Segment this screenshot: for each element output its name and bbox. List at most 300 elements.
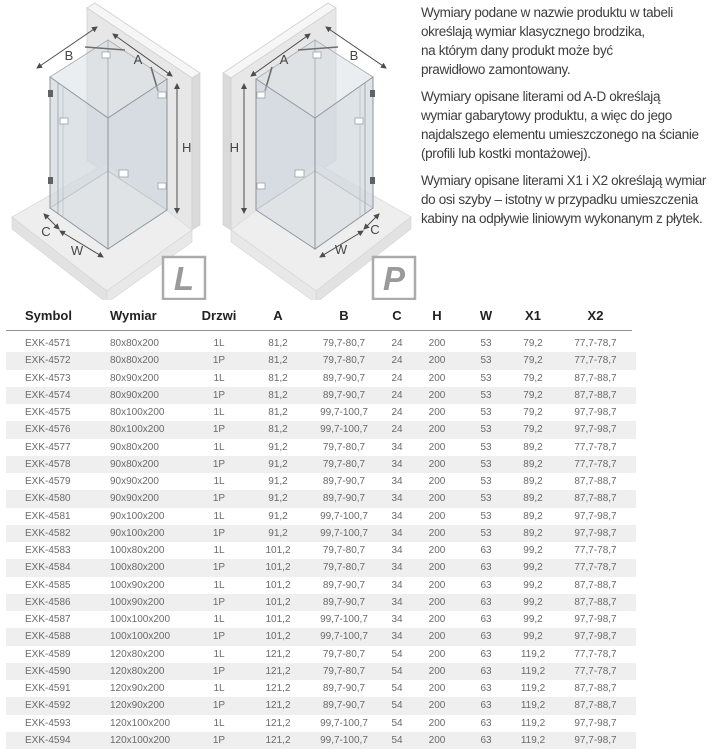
- text-line: Wymiary opisane literami X1 i X2 określają wymiar: [421, 173, 707, 188]
- dim-label-h: H: [229, 140, 239, 155]
- table-cell: 80x90x200: [110, 389, 159, 401]
- table-cell: 101,2: [265, 614, 291, 626]
- shower-enclosure-diagram-left: [5, 0, 210, 300]
- table-cell: EXK-4579: [25, 476, 71, 488]
- table-cell: 53: [480, 441, 492, 453]
- column-header: Symbol: [25, 307, 72, 323]
- table-cell: 54: [391, 665, 403, 677]
- table-cell: 34: [391, 441, 403, 453]
- table-cell: 100x90x200: [110, 579, 165, 591]
- table-cell: 119,2: [520, 683, 546, 695]
- table-cell: 1L: [213, 717, 225, 729]
- table-cell: 200: [428, 338, 446, 350]
- table-cell: EXK-4585: [25, 579, 71, 591]
- handle-icon: [257, 183, 265, 189]
- table-cell: EXK-4584: [25, 562, 71, 574]
- table-cell: EXK-4571: [25, 338, 71, 350]
- table-cell: 120x100x200: [110, 717, 171, 729]
- table-cell: EXK-4577: [25, 441, 71, 453]
- dim-label-b: B: [64, 48, 74, 63]
- table-cell: 91,2: [268, 476, 288, 488]
- table-cell: 97,7-98,7: [574, 527, 617, 539]
- table-cell: 79,7-80,7: [322, 355, 366, 367]
- table-cell: 200: [428, 389, 446, 401]
- table-cell: 1P: [212, 562, 226, 574]
- table-cell: 1L: [213, 614, 225, 626]
- text-line: na którym dany produkt może być: [421, 43, 613, 58]
- table-cell: 34: [391, 545, 403, 557]
- table-row: [6, 387, 636, 404]
- handle-icon: [102, 52, 110, 58]
- table-cell: 99,2: [523, 562, 543, 574]
- table-cell: 53: [480, 338, 492, 350]
- table-cell: 54: [391, 683, 403, 695]
- table-cell: 1P: [212, 355, 226, 367]
- table-cell: 97,7-98,7: [574, 424, 617, 436]
- table-row: [6, 525, 636, 542]
- table-cell: 79,7-80,7: [322, 648, 366, 660]
- table-cell: 24: [391, 355, 403, 367]
- table-cell: 100x90x200: [110, 596, 165, 608]
- glass-enclosure: [48, 40, 167, 249]
- table-cell: 89,7-90,7: [322, 372, 366, 384]
- info-paragraph-3: [421, 171, 706, 228]
- table-cell: 63: [480, 734, 492, 746]
- table-cell: EXK-4574: [25, 389, 71, 401]
- table-cell: 90x90x200: [110, 476, 159, 488]
- table-cell: 79,7-80,7: [322, 545, 366, 557]
- table-cell: 1L: [213, 372, 225, 384]
- table-cell: 87,7-88,7: [574, 389, 617, 401]
- hinge-icon: [370, 90, 375, 97]
- table-cell: 121,2: [265, 700, 291, 712]
- table-cell: 81,2: [268, 355, 288, 367]
- table-cell: 100x80x200: [110, 545, 165, 557]
- dim-label-h: H: [182, 140, 192, 155]
- table-cell: 200: [428, 372, 446, 384]
- table-cell: EXK-4575: [25, 407, 71, 419]
- table-cell: 89,2: [523, 493, 543, 505]
- column-header: B: [339, 307, 349, 323]
- table-cell: 54: [391, 648, 403, 660]
- table-cell: 121,2: [265, 683, 291, 695]
- table-cell: 200: [428, 734, 446, 746]
- table-row: [6, 680, 636, 697]
- table-cell: 77,7-78,7: [574, 648, 617, 660]
- table-cell: 89,2: [523, 441, 543, 453]
- table-cell: 99,7-100,7: [320, 510, 368, 522]
- table-cell: 79,7-80,7: [322, 441, 366, 453]
- table-cell: 200: [428, 579, 446, 591]
- table-row: [6, 732, 636, 749]
- table-cell: 79,7-80,7: [322, 458, 366, 470]
- table-cell: 1P: [212, 389, 226, 401]
- table-cell: 79,2: [523, 338, 543, 350]
- table-cell: 53: [480, 389, 492, 401]
- table-cell: 97,7-98,7: [574, 631, 617, 643]
- table-row: [6, 594, 636, 611]
- table-row: [6, 456, 636, 473]
- spec-table: [0, 300, 724, 749]
- column-header: X2: [587, 307, 604, 323]
- column-header: W: [479, 307, 493, 323]
- table-cell: 80x100x200: [110, 407, 165, 419]
- variant-badge-left: [163, 257, 205, 299]
- table-cell: 54: [391, 700, 403, 712]
- table-cell: 53: [480, 510, 492, 522]
- table-cell: 121,2: [265, 734, 291, 746]
- table-cell: 1L: [213, 338, 225, 350]
- table-cell: 99,2: [523, 545, 543, 557]
- table-cell: 90x80x200: [110, 441, 159, 453]
- table-cell: 80x90x200: [110, 372, 159, 384]
- table-cell: 200: [428, 717, 446, 729]
- table-cell: 200: [428, 648, 446, 660]
- column-header: Drzwi: [201, 307, 237, 323]
- hinge-icon: [48, 177, 53, 184]
- table-cell: 1L: [213, 648, 225, 660]
- table-cell: 119,2: [520, 734, 546, 746]
- table-cell: 53: [480, 372, 492, 384]
- table-cell: 99,2: [523, 614, 543, 626]
- table-cell: EXK-4576: [25, 424, 71, 436]
- table-row: [6, 421, 636, 438]
- table-cell: 77,7-78,7: [574, 338, 617, 350]
- table-cell: 90x100x200: [110, 510, 165, 522]
- table-cell: 63: [480, 596, 492, 608]
- dim-label-a: A: [133, 52, 143, 67]
- info-text-block: [421, 3, 706, 236]
- table-cell: 200: [428, 424, 446, 436]
- table-cell: 97,7-98,7: [574, 614, 617, 626]
- table-cell: EXK-4589: [25, 648, 71, 660]
- table-row: [6, 352, 636, 369]
- text-line: prawidłowo zamontowany.: [421, 62, 571, 77]
- table-cell: 63: [480, 579, 492, 591]
- table-cell: 24: [391, 389, 403, 401]
- table-cell: 87,7-88,7: [574, 596, 617, 608]
- table-cell: 99,2: [523, 631, 543, 643]
- table-cell: 89,2: [523, 527, 543, 539]
- table-cell: 97,7-98,7: [574, 407, 617, 419]
- table-cell: 91,2: [268, 527, 288, 539]
- text-line: (profili lub kostki montażowej).: [421, 146, 591, 161]
- table-cell: 119,2: [520, 665, 546, 677]
- table-cell: 101,2: [265, 579, 291, 591]
- table-cell: 1P: [212, 493, 226, 505]
- table-row: [6, 490, 636, 507]
- column-header: Wymiar: [110, 307, 157, 323]
- table-cell: 81,2: [268, 372, 288, 384]
- table-cell: 81,2: [268, 407, 288, 419]
- table-cell: 24: [391, 424, 403, 436]
- dim-label-b: B: [349, 48, 359, 63]
- table-cell: 53: [480, 458, 492, 470]
- text-line: określają wymiar klasycznego brodzika,: [421, 24, 645, 39]
- table-cell: EXK-4592: [25, 700, 71, 712]
- table-cell: 200: [428, 596, 446, 608]
- table-cell: EXK-4593: [25, 717, 71, 729]
- table-cell: 99,7-100,7: [320, 407, 368, 419]
- table-cell: 120x80x200: [110, 665, 165, 677]
- table-row: [6, 715, 636, 732]
- table-cell: 77,7-78,7: [574, 355, 617, 367]
- text-line: Wymiary opisane literami od A-D określają: [421, 89, 661, 104]
- table-cell: 34: [391, 631, 403, 643]
- table-cell: 120x80x200: [110, 648, 165, 660]
- table-cell: 79,7-80,7: [322, 338, 366, 350]
- table-cell: 1P: [212, 458, 226, 470]
- table-cell: 99,2: [523, 596, 543, 608]
- table-cell: 79,2: [523, 424, 543, 436]
- table-cell: 77,7-78,7: [574, 441, 617, 453]
- table-cell: 80x80x200: [110, 338, 159, 350]
- table-cell: 1P: [212, 596, 226, 608]
- table-cell: 63: [480, 683, 492, 695]
- table-row: [6, 611, 636, 628]
- table-row: [6, 508, 636, 525]
- handle-icon: [158, 92, 166, 98]
- table-cell: 99,7-100,7: [320, 527, 368, 539]
- table-cell: 97,7-98,7: [574, 734, 617, 746]
- table-cell: 54: [391, 717, 403, 729]
- table-cell: 63: [480, 717, 492, 729]
- dim-label-a: A: [279, 52, 289, 67]
- table-cell: 101,2: [265, 596, 291, 608]
- table-cell: 53: [480, 355, 492, 367]
- table-cell: 34: [391, 614, 403, 626]
- table-cell: 1L: [213, 441, 225, 453]
- table-cell: 1L: [213, 683, 225, 695]
- table-cell: 77,7-78,7: [574, 545, 617, 557]
- table-cell: 1P: [212, 665, 226, 677]
- table-cell: 89,7-90,7: [322, 596, 366, 608]
- table-cell: 87,7-88,7: [574, 493, 617, 505]
- table-cell: 24: [391, 338, 403, 350]
- column-header: H: [432, 307, 442, 323]
- table-row: [6, 628, 636, 645]
- table-cell: 89,7-90,7: [322, 476, 366, 488]
- table-cell: 54: [391, 734, 403, 746]
- table-cell: 1L: [213, 545, 225, 557]
- table-cell: 89,7-90,7: [322, 389, 366, 401]
- table-cell: 63: [480, 562, 492, 574]
- table-cell: 53: [480, 424, 492, 436]
- table-cell: 77,7-78,7: [574, 665, 617, 677]
- table-cell: 63: [480, 700, 492, 712]
- table-cell: 91,2: [268, 458, 288, 470]
- table-cell: 87,7-88,7: [574, 700, 617, 712]
- table-header-row: [6, 300, 636, 330]
- table-cell: 53: [480, 493, 492, 505]
- table-row: [6, 663, 636, 680]
- table-cell: 87,7-88,7: [574, 372, 617, 384]
- table-cell: 80x80x200: [110, 355, 159, 367]
- table-cell: 1P: [212, 700, 226, 712]
- table-cell: EXK-4582: [25, 527, 71, 539]
- table-cell: EXK-4588: [25, 631, 71, 643]
- table-cell: 99,2: [523, 579, 543, 591]
- table-cell: EXK-4583: [25, 545, 71, 557]
- table-cell: 200: [428, 476, 446, 488]
- handle-icon: [257, 92, 265, 98]
- variant-letter: P: [382, 260, 406, 297]
- table-cell: 63: [480, 545, 492, 557]
- table-row: [6, 404, 636, 421]
- table-cell: EXK-4590: [25, 665, 71, 677]
- table-cell: 120x90x200: [110, 700, 165, 712]
- text-line: wymiar gabarytowy produktu, a więc do jego: [421, 108, 672, 123]
- table-cell: 200: [428, 441, 446, 453]
- table-cell: 200: [428, 665, 446, 677]
- table-cell: 34: [391, 493, 403, 505]
- table-cell: 79,2: [523, 355, 543, 367]
- table-cell: 1P: [212, 424, 226, 436]
- hinge-icon: [370, 177, 375, 184]
- table-cell: 63: [480, 614, 492, 626]
- info-paragraph-2: [421, 87, 706, 163]
- table-cell: 120x100x200: [110, 734, 171, 746]
- table-cell: 63: [480, 631, 492, 643]
- table-cell: 79,2: [523, 389, 543, 401]
- table-cell: 80x100x200: [110, 424, 165, 436]
- table-cell: 119,2: [520, 700, 546, 712]
- table-header-divider: [6, 330, 632, 331]
- table-cell: 99,7-100,7: [320, 717, 368, 729]
- table-cell: 121,2: [265, 717, 291, 729]
- table-cell: 1L: [213, 476, 225, 488]
- table-cell: 1P: [212, 631, 226, 643]
- table-cell: 89,2: [523, 458, 543, 470]
- table-cell: 24: [391, 372, 403, 384]
- table-row: [6, 577, 636, 594]
- table-cell: 34: [391, 596, 403, 608]
- table-cell: 79,2: [523, 407, 543, 419]
- shower-enclosure-diagram-right: [213, 0, 418, 300]
- table-cell: 200: [428, 614, 446, 626]
- table-cell: 200: [428, 407, 446, 419]
- table-row: [6, 559, 636, 576]
- table-row: [6, 335, 636, 352]
- table-cell: 120x90x200: [110, 683, 165, 695]
- table-cell: EXK-4572: [25, 355, 71, 367]
- table-cell: 97,7-98,7: [574, 717, 617, 729]
- table-cell: 89,7-90,7: [322, 700, 366, 712]
- table-cell: 99,7-100,7: [320, 424, 368, 436]
- table-body: [0, 335, 724, 749]
- table-row: [6, 370, 636, 387]
- table-cell: 1L: [213, 407, 225, 419]
- table-cell: 99,7-100,7: [320, 631, 368, 643]
- table-cell: EXK-4586: [25, 596, 71, 608]
- table-cell: 200: [428, 700, 446, 712]
- table-cell: 91,2: [268, 493, 288, 505]
- table-cell: 200: [428, 527, 446, 539]
- table-cell: 121,2: [265, 665, 291, 677]
- info-paragraph-1: [421, 3, 706, 79]
- table-cell: 63: [480, 648, 492, 660]
- table-cell: 34: [391, 510, 403, 522]
- table-cell: 1L: [213, 510, 225, 522]
- table-cell: 1L: [213, 579, 225, 591]
- table-cell: 63: [480, 665, 492, 677]
- table-cell: 79,7-80,7: [322, 562, 366, 574]
- table-cell: 53: [480, 407, 492, 419]
- table-cell: 89,2: [523, 476, 543, 488]
- table-cell: 1P: [212, 527, 226, 539]
- table-cell: 24: [391, 407, 403, 419]
- glass-enclosure: [256, 40, 375, 249]
- table-cell: 79,2: [523, 372, 543, 384]
- table-cell: 87,7-88,7: [574, 579, 617, 591]
- table-cell: 1P: [212, 734, 226, 746]
- table-cell: 91,2: [268, 510, 288, 522]
- table-row: [6, 542, 636, 559]
- table-cell: 101,2: [265, 631, 291, 643]
- table-cell: EXK-4587: [25, 614, 71, 626]
- table-cell: 101,2: [265, 562, 291, 574]
- handle-icon: [355, 118, 363, 124]
- table-cell: EXK-4578: [25, 458, 71, 470]
- table-cell: 99,7-100,7: [320, 614, 368, 626]
- handle-icon: [60, 118, 68, 124]
- table-cell: 200: [428, 493, 446, 505]
- table-cell: 200: [428, 545, 446, 557]
- handle-icon: [158, 183, 166, 189]
- table-cell: 101,2: [265, 545, 291, 557]
- table-cell: 89,7-90,7: [322, 493, 366, 505]
- dim-label-w: W: [334, 242, 348, 257]
- table-cell: 90x90x200: [110, 493, 159, 505]
- table-row: [6, 439, 636, 456]
- table-row: [6, 697, 636, 714]
- table-cell: EXK-4581: [25, 510, 71, 522]
- table-cell: 90x80x200: [110, 458, 159, 470]
- table-cell: EXK-4591: [25, 683, 71, 695]
- table-cell: 87,7-88,7: [574, 476, 617, 488]
- table-cell: 200: [428, 683, 446, 695]
- table-cell: 200: [428, 458, 446, 470]
- dim-label-c: C: [41, 224, 51, 239]
- table-cell: 81,2: [268, 424, 288, 436]
- table-cell: 200: [428, 355, 446, 367]
- dim-label-w: W: [70, 243, 84, 258]
- table-cell: 79,7-80,7: [322, 665, 366, 677]
- table-cell: 34: [391, 476, 403, 488]
- table-cell: EXK-4594: [25, 734, 71, 746]
- text-line: do osi szyby – istotny w przypadku umieszczenia: [421, 192, 698, 207]
- table-cell: 119,2: [520, 717, 546, 729]
- table-cell: 77,7-78,7: [574, 458, 617, 470]
- table-cell: 200: [428, 562, 446, 574]
- table-cell: 90x100x200: [110, 527, 165, 539]
- table-row: [6, 646, 636, 663]
- table-cell: 121,2: [265, 648, 291, 660]
- table-cell: 34: [391, 458, 403, 470]
- table-cell: 200: [428, 510, 446, 522]
- diagram-section: [0, 0, 724, 300]
- table-cell: 100x100x200: [110, 631, 171, 643]
- table-cell: 34: [391, 562, 403, 574]
- handle-icon: [313, 52, 321, 58]
- text-line: Wymiary podane w nazwie produktu w tabeli: [421, 5, 673, 20]
- variant-letter: L: [173, 260, 195, 297]
- hinge-icon: [48, 90, 53, 97]
- table-cell: 99,7-100,7: [320, 734, 368, 746]
- table-cell: 89,7-90,7: [322, 579, 366, 591]
- table-cell: 89,7-90,7: [322, 683, 366, 695]
- table-cell: 100x100x200: [110, 614, 171, 626]
